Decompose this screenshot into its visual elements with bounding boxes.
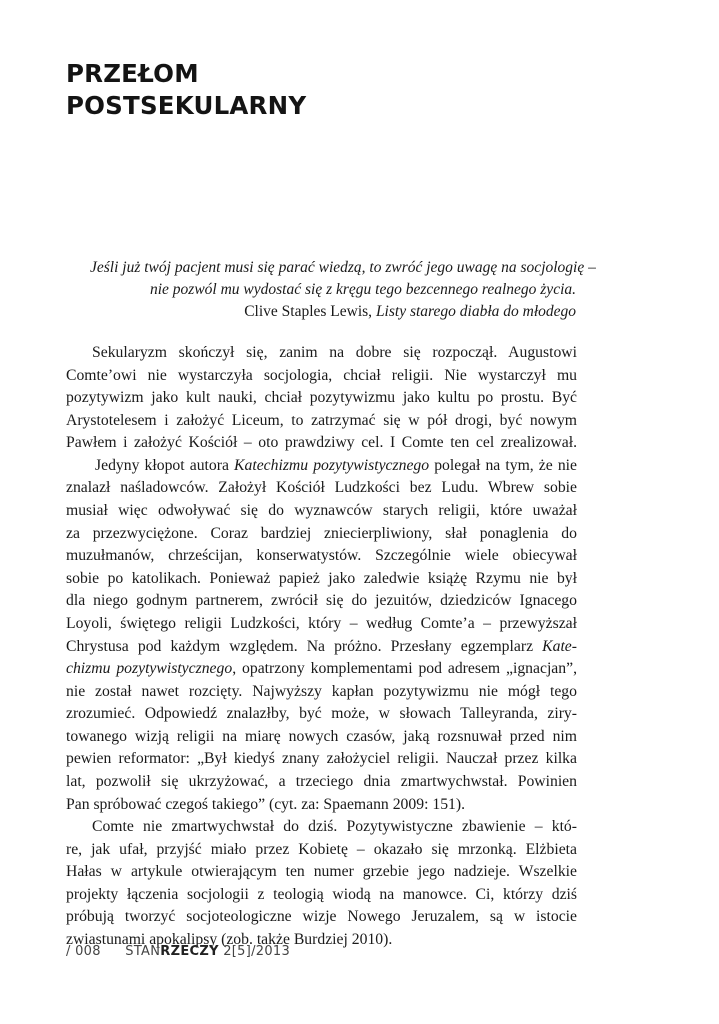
body-line	[66, 636, 577, 659]
body-line: Sekularyzm skończył się, zanim na dobre się rozpoczął. Augustowi	[92, 344, 577, 361]
body-line: musiał więc odwoływać się do wyznawców starych religii, które uważał	[66, 502, 577, 520]
body-line: znalazł naśladowców. Założył Kościół Ludzkości bez Ludu. Wbrew sobie	[66, 479, 577, 497]
body-line: zwiastunami apokalipsy (zob. także Burdziej 2010).	[66, 931, 393, 949]
body-text: , opatrzony komplementami pod adresem „ignacjan”,	[232, 660, 577, 678]
body-line: Pawłem i założyć Kościół – oto prawdziwy cel. I Comte ten cel zrealizował.	[66, 434, 577, 452]
body-line: Pan spróbować czegoś takiego” (cyt. za: Spaemann 2009: 151).	[66, 795, 466, 813]
book-title: Kate-	[542, 637, 577, 655]
body-line: re, jak ufał, przyjść miało przez Kobietę – okazało się mrzonką. Elżbieta	[66, 840, 577, 858]
journal-issue: 2[5]/2013	[218, 944, 291, 959]
body-line: zrozumieć. Odpowiedź znalazłby, być może, w słowach Talleyranda, ziry-	[66, 705, 577, 723]
epigraph-author: Clive Staples Lewis,	[244, 303, 376, 320]
body-line: lat, pozwolił się ukrzyżować, a trzeciego dnia zmartwychwstał. Powinien	[66, 772, 577, 790]
body-line: Loyoli, świętego religii Ludzkości, który – według Comte’a – przewyższał	[66, 614, 577, 632]
journal-name	[125, 944, 290, 959]
article-body	[66, 342, 577, 952]
article-title	[66, 58, 426, 122]
journal-name-prefix: STAN	[125, 944, 161, 959]
page-number: / 008	[66, 944, 101, 959]
book-title: Katechizmu pozytywistycznego	[234, 456, 430, 474]
body-line: za przezwyciężone. Coraz bardziej zniecierpliwiony, słał ponaglenia do	[66, 524, 577, 542]
epigraph-quote-line-1: Jeśli już twój pacjent musi się parać wiedzą, to zwróć jego uwagę na socjologię –	[90, 259, 596, 276]
body-line	[66, 658, 577, 681]
title-line-2: POSTSEKULARNY	[66, 91, 307, 120]
body-line: Comte nie zmartwychwstał do dziś. Pozytywistyczne zbawienie – któ-	[92, 818, 577, 836]
body-line: pewien reformator: „Był kiedyś znany założyciel religii. Nauczał przez kilka	[66, 750, 577, 768]
body-line: pozytywizm jako kult nauki, chciał pozytywizmu jako kultu po prostu. Być	[66, 389, 577, 407]
body-text: Jedyny kłopot autora	[95, 456, 235, 474]
body-line: projekty łączenia socjologii z teologią wiodą na manowce. Ci, którzy dziś	[66, 885, 577, 903]
epigraph	[90, 257, 596, 323]
page-footer	[66, 944, 290, 959]
body-line: Hałas w artykule otwierającym ten numer grzebie jego nadzieje. Wszelkie	[66, 863, 577, 881]
body-line: towanego wizją religii na miarę nowych czasów, jaką rozsnuwał przed nim	[66, 727, 577, 745]
body-line: dla niego godnym partnerem, zwrócił się do jezuitów, dziedziców Ignacego	[66, 592, 577, 610]
body-line: muzułmanów, chrześcijan, konserwatystów. Szczególnie wiele obiecywał	[66, 547, 577, 565]
body-line: Comte’owi nie wystarczyła socjologia, chciał religii. Nie wystarczył mu	[66, 366, 577, 384]
body-line	[66, 455, 577, 478]
epigraph-work-title: Listy starego diabła do młodego	[375, 303, 576, 320]
body-line: sobie po katolikach. Ponieważ papież jako zaledwie książę Rzymu nie był	[66, 569, 577, 587]
body-line: próbują tworzyć socjoteologiczne wizje Nowego Jeruzalem, są w istocie	[66, 908, 577, 926]
title-line-1: PRZEŁOM	[66, 59, 199, 88]
epigraph-quote-line-2: nie pozwól mu wydostać się z kręgu tego bezcennego realnego życia.	[149, 281, 576, 298]
journal-name-bold: RZECZY	[160, 944, 219, 959]
book-title: chizmu pozytywistycznego	[66, 660, 233, 678]
body-line: Arystotelesem i założyć Liceum, to zatrzymać się w pół drogi, być nowym	[66, 411, 577, 429]
body-text: Chrystusa pod każdym względem. Na próżno. Przesłany egzemplarz	[66, 637, 543, 655]
body-text: polegał na tym, że nie	[429, 456, 577, 474]
body-line: nie został nawet rozcięty. Najwyższy kapłan pozytywizmu nie mógł tego	[66, 682, 577, 700]
epigraph-attribution	[90, 301, 576, 323]
